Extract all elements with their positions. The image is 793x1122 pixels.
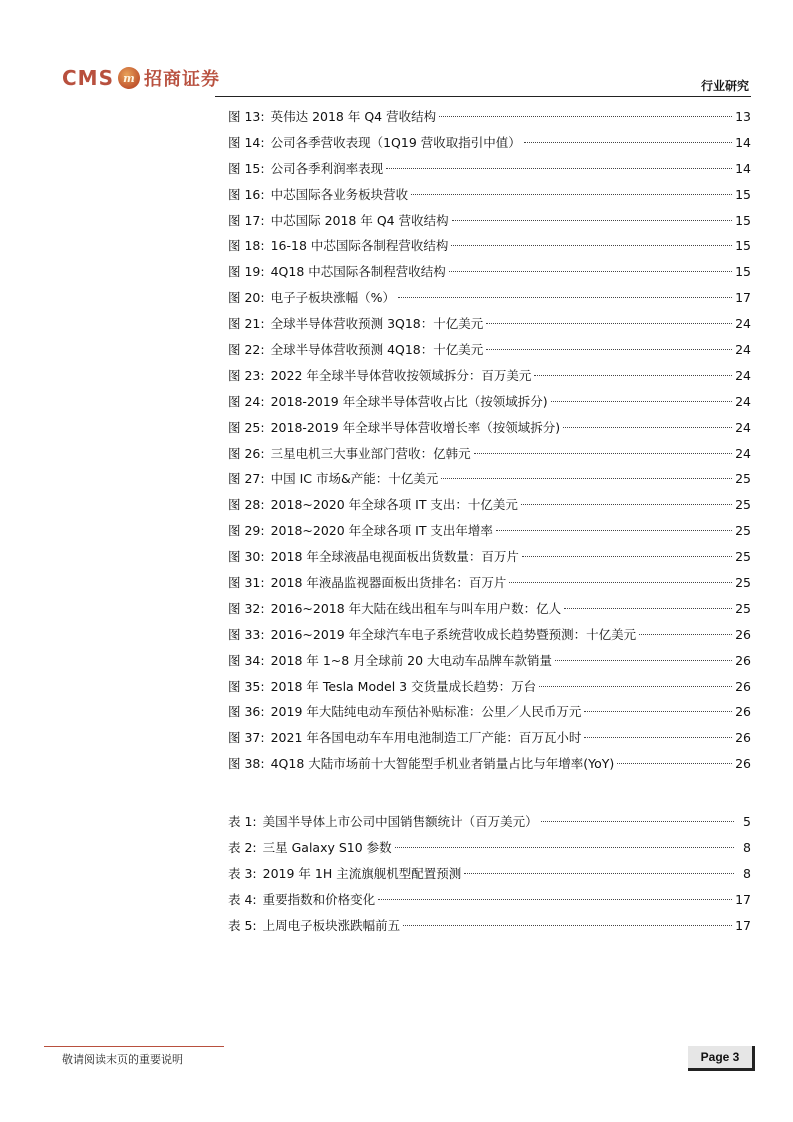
section-gap bbox=[228, 777, 751, 809]
dot-leader bbox=[386, 168, 732, 169]
dot-leader bbox=[534, 375, 732, 376]
entry-title: 2019 年 1H 主流旗舰机型配置预测 bbox=[262, 865, 462, 881]
entry-label: 图 24: bbox=[228, 393, 265, 409]
entry-title: 2018-2019 年全球半导体营收占比（按领域拆分) bbox=[270, 393, 548, 409]
dot-leader bbox=[541, 821, 734, 822]
dot-leader bbox=[584, 737, 732, 738]
figure-entry[interactable] bbox=[228, 441, 751, 467]
figure-entry[interactable] bbox=[228, 389, 751, 415]
page-header bbox=[0, 0, 793, 110]
entry-page-number: 15 bbox=[735, 212, 751, 228]
dot-leader bbox=[524, 142, 732, 143]
entry-title: 英伟达 2018 年 Q4 营收结构 bbox=[270, 109, 437, 124]
logo-mark-icon: m bbox=[118, 67, 140, 89]
figure-entry[interactable] bbox=[228, 259, 751, 285]
entry-title: 2021 年各国电动车车用电池制造工厂产能：百万瓦小时 bbox=[270, 730, 582, 746]
entry-page-number: 25 bbox=[735, 471, 751, 487]
figure-entry[interactable] bbox=[228, 544, 751, 570]
entry-page-number: 14 bbox=[735, 134, 751, 150]
table-entry[interactable] bbox=[228, 861, 751, 887]
figure-entry[interactable] bbox=[228, 415, 751, 441]
entry-page-number: 13 bbox=[735, 109, 751, 124]
table-list bbox=[228, 809, 751, 938]
page-number: Page 3 bbox=[688, 1046, 755, 1071]
dot-leader bbox=[563, 427, 732, 428]
entry-label: 图 21: bbox=[228, 316, 265, 332]
figure-entry[interactable] bbox=[228, 492, 751, 518]
dot-leader bbox=[403, 925, 732, 926]
entry-label: 图 26: bbox=[228, 445, 265, 461]
entry-title: 2016~2018 年大陆在线出租车与叫车用户数：亿人 bbox=[270, 600, 562, 616]
entry-title: 2018-2019 年全球半导体营收增长率（按领域拆分) bbox=[270, 419, 561, 435]
figure-entry[interactable] bbox=[228, 622, 751, 648]
entry-label: 图 33: bbox=[228, 626, 265, 642]
entry-page-number: 8 bbox=[743, 840, 751, 856]
entry-label: 图 18: bbox=[228, 238, 265, 254]
entry-label: 图 38: bbox=[228, 756, 265, 772]
figure-entry[interactable] bbox=[228, 130, 751, 156]
entry-page-number: 17 bbox=[735, 917, 751, 933]
dot-leader bbox=[411, 194, 732, 195]
entry-label: 图 20: bbox=[228, 290, 265, 306]
entry-page-number: 25 bbox=[735, 575, 751, 591]
entry-title: 2018~2020 年全球各项 IT 支出年增率 bbox=[270, 523, 493, 539]
dot-leader bbox=[378, 899, 732, 900]
company-logo bbox=[62, 63, 220, 93]
header-divider bbox=[215, 96, 751, 97]
entry-label: 图 14: bbox=[228, 134, 265, 150]
entry-title: 2018 年全球液晶电视面板出货数量：百万片 bbox=[270, 549, 519, 565]
entry-title: 全球半导体营收预测 3Q18：十亿美元 bbox=[270, 316, 484, 332]
entry-page-number: 26 bbox=[735, 730, 751, 746]
entry-title: 4Q18 大陆市场前十大智能型手机业者销量占比与年增率(YoY) bbox=[270, 756, 615, 772]
entry-page-number: 5 bbox=[743, 814, 751, 830]
entry-title: 2018 年液晶监视器面板出货排名：百万片 bbox=[270, 575, 507, 591]
figure-entry[interactable] bbox=[228, 182, 751, 208]
section-label: 行业研究 bbox=[700, 79, 749, 93]
entry-title: 2018~2020 年全球各项 IT 支出：十亿美元 bbox=[270, 497, 518, 513]
dot-leader bbox=[551, 401, 733, 402]
dot-leader bbox=[452, 220, 733, 221]
entry-title: 全球半导体营收预测 4Q18：十亿美元 bbox=[270, 342, 484, 358]
figure-entry[interactable] bbox=[228, 674, 751, 700]
entry-title: 4Q18 中芯国际各制程营收结构 bbox=[270, 264, 446, 280]
figure-entry[interactable] bbox=[228, 596, 751, 622]
dot-leader bbox=[441, 478, 732, 479]
entry-label: 图 28: bbox=[228, 497, 265, 513]
entry-page-number: 24 bbox=[735, 445, 751, 461]
table-of-contents bbox=[228, 104, 751, 939]
entry-page-number: 17 bbox=[735, 290, 751, 306]
figure-entry[interactable] bbox=[228, 518, 751, 544]
entry-page-number: 25 bbox=[735, 497, 751, 513]
entry-page-number: 17 bbox=[735, 891, 751, 907]
figure-entry[interactable] bbox=[228, 466, 751, 492]
entry-title: 16-18 中芯国际各制程营收结构 bbox=[270, 238, 449, 254]
entry-title: 三星电机三大事业部门营收：亿韩元 bbox=[270, 445, 471, 461]
dot-leader bbox=[496, 530, 732, 531]
entry-label: 表 1: bbox=[228, 814, 257, 830]
dot-leader bbox=[617, 763, 732, 764]
entry-title: 2016~2019 年全球汽车电子系统营收成长趋势暨预测：十亿美元 bbox=[270, 626, 637, 642]
footer-divider bbox=[44, 1046, 224, 1047]
entry-label: 图 30: bbox=[228, 549, 265, 565]
entry-label: 图 27: bbox=[228, 471, 265, 487]
entry-page-number: 24 bbox=[735, 316, 751, 332]
dot-leader bbox=[486, 323, 732, 324]
entry-page-number: 25 bbox=[735, 549, 751, 565]
entry-page-number: 26 bbox=[735, 626, 751, 642]
figure-entry[interactable] bbox=[228, 285, 751, 311]
entry-page-number: 8 bbox=[743, 865, 751, 881]
entry-page-number: 26 bbox=[735, 678, 751, 694]
entry-title: 2018 年 Tesla Model 3 交货量成长趋势：万台 bbox=[270, 678, 537, 694]
entry-page-number: 15 bbox=[735, 186, 751, 202]
figure-entry[interactable] bbox=[228, 104, 751, 130]
dot-leader bbox=[464, 873, 734, 874]
entry-label: 图 29: bbox=[228, 523, 265, 539]
figure-entry[interactable] bbox=[228, 311, 751, 337]
dot-leader bbox=[639, 634, 732, 635]
dot-leader bbox=[449, 271, 732, 272]
entry-label: 图 16: bbox=[228, 186, 265, 202]
entry-title: 公司各季利润率表现 bbox=[270, 160, 384, 176]
entry-title: 重要指数和价格变化 bbox=[262, 891, 376, 907]
figure-entry[interactable] bbox=[228, 648, 751, 674]
entry-title: 中芯国际 2018 年 Q4 营收结构 bbox=[270, 212, 449, 228]
figure-entry[interactable] bbox=[228, 363, 751, 389]
figure-entry[interactable] bbox=[228, 725, 751, 751]
entry-label: 图 15: bbox=[228, 160, 265, 176]
entry-page-number: 26 bbox=[735, 704, 751, 720]
footer-disclaimer: 敬请阅读末页的重要说明 bbox=[62, 1053, 183, 1066]
figure-entry[interactable] bbox=[228, 699, 751, 725]
entry-page-number: 15 bbox=[735, 264, 751, 280]
entry-title: 中芯国际各业务板块营收 bbox=[270, 186, 409, 202]
dot-leader bbox=[521, 504, 732, 505]
figure-entry[interactable] bbox=[228, 337, 751, 363]
entry-page-number: 24 bbox=[735, 419, 751, 435]
entry-label: 图 19: bbox=[228, 264, 265, 280]
figure-entry[interactable] bbox=[228, 751, 751, 777]
figure-entry[interactable] bbox=[228, 156, 751, 182]
table-entry[interactable] bbox=[228, 887, 751, 913]
dot-leader bbox=[486, 349, 732, 350]
dot-leader bbox=[451, 245, 732, 246]
dot-leader bbox=[509, 582, 732, 583]
entry-label: 图 34: bbox=[228, 652, 265, 668]
table-entry[interactable] bbox=[228, 835, 751, 861]
dot-leader bbox=[398, 297, 732, 298]
logo-chinese-name: 招商证券 bbox=[143, 69, 220, 90]
entry-label: 图 31: bbox=[228, 575, 265, 591]
dot-leader bbox=[439, 116, 732, 117]
entry-label: 图 23: bbox=[228, 367, 265, 383]
entry-title: 美国半导体上市公司中国销售额统计（百万美元） bbox=[262, 814, 538, 830]
entry-label: 表 5: bbox=[228, 917, 257, 933]
entry-label: 图 37: bbox=[228, 730, 265, 746]
dot-leader bbox=[555, 660, 732, 661]
entry-label: 图 35: bbox=[228, 678, 265, 694]
entry-title: 上周电子板块涨跌幅前五 bbox=[262, 917, 401, 933]
entry-label: 图 25: bbox=[228, 419, 265, 435]
entry-page-number: 14 bbox=[735, 160, 751, 176]
entry-label: 图 32: bbox=[228, 600, 265, 616]
entry-title: 中国 IC 市场&产能：十亿美元 bbox=[270, 471, 439, 487]
dot-leader bbox=[522, 556, 732, 557]
entry-label: 图 22: bbox=[228, 342, 265, 358]
entry-title: 2022 年全球半导体营收按领域拆分：百万美元 bbox=[270, 367, 532, 383]
logo-text: CMS bbox=[62, 66, 114, 90]
entry-label: 表 2: bbox=[228, 840, 257, 856]
entry-label: 图 13: bbox=[228, 109, 265, 124]
entry-page-number: 26 bbox=[735, 756, 751, 772]
figure-entry[interactable] bbox=[228, 570, 751, 596]
entry-page-number: 24 bbox=[735, 393, 751, 409]
entry-title: 电子子板块涨幅（%） bbox=[270, 290, 395, 306]
entry-page-number: 24 bbox=[735, 367, 751, 383]
dot-leader bbox=[539, 686, 732, 687]
figure-list bbox=[228, 104, 751, 777]
entry-label: 表 3: bbox=[228, 865, 257, 881]
entry-title: 2019 年大陆纯电动车预估补贴标准：公里／人民币万元 bbox=[270, 704, 582, 720]
entry-page-number: 25 bbox=[735, 600, 751, 616]
entry-label: 图 36: bbox=[228, 704, 265, 720]
dot-leader bbox=[584, 711, 732, 712]
entry-label: 图 17: bbox=[228, 212, 265, 228]
entry-title: 2018 年 1~8 月全球前 20 大电动车品牌车款销量 bbox=[270, 652, 553, 668]
dot-leader bbox=[474, 453, 732, 454]
entry-page-number: 26 bbox=[735, 652, 751, 668]
entry-title: 三星 Galaxy S10 参数 bbox=[262, 840, 392, 856]
figure-entry[interactable] bbox=[228, 208, 751, 234]
figure-entry[interactable] bbox=[228, 233, 751, 259]
table-entry[interactable] bbox=[228, 913, 751, 939]
entry-title: 公司各季营收表现（1Q19 营收取指引中值） bbox=[270, 134, 521, 150]
table-entry[interactable] bbox=[228, 809, 751, 835]
dot-leader bbox=[395, 847, 734, 848]
entry-label: 表 4: bbox=[228, 891, 257, 907]
entry-page-number: 15 bbox=[735, 238, 751, 254]
entry-page-number: 24 bbox=[735, 342, 751, 358]
dot-leader bbox=[564, 608, 732, 609]
entry-page-number: 25 bbox=[735, 523, 751, 539]
